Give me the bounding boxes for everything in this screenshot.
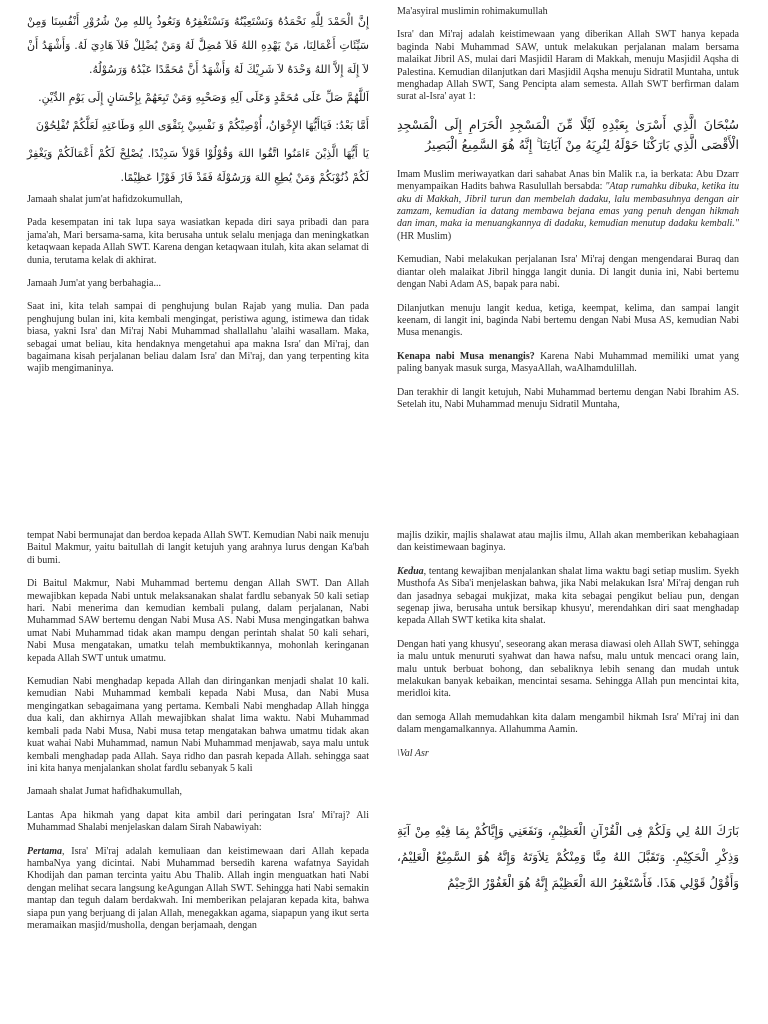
column-bottom-left xyxy=(27,530,369,1018)
paragraph: Ma'asyiral muslimin rohimakumullah xyxy=(397,6,548,17)
paragraph: Pada kesempatan ini tak lupa saya wasiatkan kepada diri saya pribadi dan para jama'ah, Mari bersama-sama, kita berusaha untuk selalu menjaga dan meningkatkan ketaqwaan kepada Allah SWT. Karena dengan ketaqwaan itulah, kita akan selamat di dunia, terutama kelak di akhirat. xyxy=(27,217,369,266)
arabic-ayat: يَا أَيُّهَا الَّذِيْنَ ءَامَنُوا اتَّقُوا اللهَ وَقُوْلُوْا قَوْلاً سَدِيْدًا. يُصْلِحْ لَكُمْ أَعْمَالَكُمْ وَيَغْفِرْ لَكُمْ ذُنُوْبَكُمْ وَمَنْ يُطِعِ اللهَ وَرَسُوْلَهُ فَقَدْ فَازَ فَوْزًا عَظِيْمًا. xyxy=(27,147,369,184)
paragraph: Jamaah Jum'at yang berbahagia... xyxy=(27,278,161,290)
paragraph: Dan terakhir di langit ketujuh, Nabi Muhammad bertemu dengan Nabi Ibrahim AS. Setelah itu, Nabi Muhammad menuju Sidratil Muntaha, xyxy=(397,386,739,410)
paragraph: Isra' dan Mi'raj adalah keistimewaan yang diberikan Allah SWT hanya kepada baginda Nabi Muhammad SAW, untuk melakukan perjalanan malam bersama malaikat Jibril AS, mulai dari Masjidil Haram di Makkah, menuju Masjidil Aqsha di Palestina. Kemudian dilanjutkan dari Masjidil Aqsha menuju Sidratil Muntaha, untuk menghadap Allah SWT, Sang Pencipta alam semesta. Allah SWT berfirman dalam surat al-Isra' ayat 1: xyxy=(397,29,739,103)
arabic-opening: إِنَّ الْحَمْدَ لِلَّهِ نَحْمَدُهُ وَنَسْتَعِيْنُهُ وَنَسْتَغْفِرُهُ وَنَعُوذُ بِاللهِ مِنْ شُرُوْرِ أَنْفُسِنَا وَمِنْ سَيِّئَاتِ أَعْمَالِنَا، مَنْ يَهْدِهِ اللهُ فَلاَ مُضِلَّ لَهُ وَمَنْ يُضْلِلْ فَلاَ هَادِيَ لَهُ. وَأَشْهَدُ أَنْ لاَ إِلَهَ إِلاَّ اللهُ وَحْدَهُ لاَ شَرِيْكَ لَهُ وَأَشْهَدُ أَنَّ مُحَمَّدًا عَبْدُهُ وَرَسُوْلُهُ. xyxy=(27,15,369,76)
paragraph xyxy=(397,169,739,243)
paragraph xyxy=(397,351,739,376)
paragraph xyxy=(27,846,369,933)
point-lead: Pertama xyxy=(27,845,62,857)
paragraph: dan semoga Allah memudahkan kita dalam mengambil hikmah Isra' Mi'raj ini dan dalam mengamalkannya. Allahumma Aamin. xyxy=(397,711,739,736)
paragraph xyxy=(397,566,739,628)
paragraph: Kemudian, Nabi melakukan perjalanan Isra' Mi'raj dengan mengendarai Buraq dan diantar oleh malaikat Jibril hingga langit dunia. Di langit dunia ini, Nabi bertemu dengan Nabi Adam AS, bapak para nabi. xyxy=(397,254,739,291)
question-heading: Kenapa nabi Musa menangis? xyxy=(397,350,535,362)
column-closing-prayer xyxy=(397,818,739,938)
paragraph: Jamaah shalat jum'at hafidzokumullah, xyxy=(27,194,183,205)
column-top-right xyxy=(397,6,739,486)
hadith-quote: "Atap rumahku dibuka, ketika itu aku di Makkah, Jibril turun dan membelah dadaku, lalu membasuhnya dengan air zamzam, kemudian ia datang membawa bejana emas yang penuh dengan hikmah dan iman, maka ia menuangkannya di dadaku, kemudian menutup dadaku kembali." xyxy=(397,181,739,230)
paragraph: Jamaah shalat Jumat hafidhakumullah, xyxy=(27,786,182,798)
answer-text: Karena Nabi Muhammad memiliki umat yang paling banyak masuk surga, MasyaAllah, waAlhamdulillah. xyxy=(397,350,739,375)
paragraph: Saat ini, kita telah sampai di penghujung bulan Rajab yang mulia. Dan pada penghujung bulan ini, kita kembali mengingat, peristiwa agung, istimewa dan tidak biasa, yakni Isra' dan Mi'raj Nabi Muhammad shallallahu 'alaihi wasallam. Maka, sebagai umat beliau, kita hendaknya mengetahui apa makna Isra' dan Mi'raj, dan bagaimana kisah perjalanan beliau dalam Isra' dan Mi'raj, dan yang terpenting kita wajib mengimaninya. xyxy=(27,301,369,375)
author-signature: \Val Asr xyxy=(397,747,429,759)
column-top-left xyxy=(27,10,369,490)
paragraph: Lantas Apa hikmah yang dapat kita ambil dari peringatan Isra' Mi'raj? Ali Muhammad Shalabi menjelaskan dalam Sirah Nabawiyah: xyxy=(27,809,369,834)
paragraph: Dilanjutkan menuju langit kedua, ketiga, keempat, kelima, dan sampai langit keenam, di langit ini, baginda Nabi bertemu dengan Nabi Musa AS, kemudian Nabi Musa menangis. xyxy=(397,302,739,339)
paragraph: Di Baitul Makmur, Nabi Muhammad bertemu dengan Allah SWT. Dan Allah mewajibkan kepada Nabi untuk melaksanakan shalat fardlu sebanyak 50 kali setiap hari. Nabi menerima dan kemudian kembali pulang, dalam perjalanan, Nabi Muhammad SAW bertemu dengan Nabi Musa AS. Nabi Musa mengingatkan bahwa umat Nabi Muhammad tidak akan mampu dengan perintah shalat 50 kali sehari, Nabi Musa mengatakan, umatku telah membuktikannya, mohonlah keringanan kepada Allah SWT untuk umatmu. xyxy=(27,578,369,664)
paragraph: tempat Nabi bermunajat dan berdoa kepada Allah SWT. Kemudian Nabi naik menuju Baitul Makmur, yaitu baitullah di langit ketujuh yang arahnya lurus dengan Ka'bah di bumi. xyxy=(27,530,369,566)
column-bottom-right xyxy=(397,530,739,830)
arabic-shalawat: اَللَّهُمَّ صَلِّ عَلَى مُحَمَّدٍ وَعَلَى آلِهِ وَصَحْبِهِ وَمَنْ تَبِعَهُمْ بِإِحْسَانٍ إِلَى يَوْمِ الدِّيْنِ. xyxy=(38,91,369,104)
point-text: , tentang kewajiban menjalankan shalat lima waktu bagi setiap muslim. Syekh Musthofa As Siba'i menjelaskan bahwa, jika Nabi melakukan Isra' Mi'raj dengan ruh dan jasadnya sebagai mukjizat, maka kita sebagai pengikut beliau pun, dengan segenap jiwa, berusaha untuk bersikap khusyu', merendahkan diri saat menghadap kepada Allah SWT ketika kita shalat. xyxy=(397,565,739,627)
point-lead: Kedua xyxy=(397,565,424,577)
paragraph: Dengan hati yang khusyu', seseorang akan merasa diawasi oleh Allah SWT, sehingga ia malu untuk menuruti syahwat dan hawa nafsu, malu untuk mencaci orang lain, malu untuk berbuat bohong, dan sebaliknya lebih senang dan mudah untuk melakukan banyak kebaikan, mencintai sesama. Sehingga Allah pun mencintai kita, meridloi kita. xyxy=(397,638,739,700)
point-text: , Isra' Mi'raj adalah kemuliaan dan keistimewaan dari Allah kepada hambaNya yang dicintai. Nabi Muhammad bersedih karena wafatnya Sayidah Khodijah dan paman tercinta yaitu Abu Thalib. Allah ingin menguatkan hati Nabi dengan melihat secara langsung keAgungan Allah SWT. Sehingga hati Nabi semakin mantap dan teguh dalam berdakwah. Ini memberikan pelajaran kepada kita, bahwa siapa pun yang berjuang di jalan Allah, menegakkan agama, siapapun yang ikut serta meramaikan masjid/musholla, dengan berjamaah, dengan xyxy=(27,845,369,931)
arabic-quran-verse: سُبْحَانَ الَّذِي أَسْرَىٰ بِعَبْدِهِ لَيْلًا مِّنَ الْمَسْجِدِ الْحَرَامِ إِلَى الْمَسْجِدِ الْأَقْصَى الَّذِي بَارَكْنَا حَوْلَهُ لِنُرِيَهُ مِنْ آيَاتِنَا ۚ إِنَّهُ هُوَ السَّمِيعُ الْبَصِيرُ xyxy=(397,116,739,152)
paragraph: Kemudian Nabi menghadap kepada Allah dan diringankan menjadi shalat 10 kali. kemudian Nabi Muhammad kembali kepada Nabi Musa, dan Nabi Musa mengingatkan sebagaimana yang pertama. Kembali Nabi menghadap Allah hingga dua kali, dan akhirnya Allah mewajibkan shalat lima waktu. Nabi Muhammad kembali pada Nabi Musa, Nabi musa tetap mengatakan bahwa umatmu tidak akan kuat wahai Nabi Muhammad, namun Nabi Muhammad menjawab, saya malu untuk kembali menghadap pada Allah. Saya ridho dan pasrah kepada Allah. sehingga saat ini kita hanya menjalankan sholat fardlu sebanyak 5 kali xyxy=(27,676,369,774)
paragraph: majlis dzikir, majlis shalawat atau majlis ilmu, Allah akan memberikan kebahagiaan dan keistimewaan baginya. xyxy=(397,530,739,554)
arabic-closing: بَارَكَ اللهُ لِي وَلَكُمْ فِى الْقُرْآنِ الْعَظِيْمِ، وَنَفَعَنِي وَإِيَّاكُمْ بِمَا فِيْهِ مِنْ آيَةِ وَذِكْرِ الْحَكِيْمِ. وَتَقَبَّلَ اللهُ مِنَّا وَمِنْكُمْ تِلاَوَتَهُ وَإِنَّهُ هُوَ السَّمِيْعُ الْعَلِيْمُ، وَأَقُوْلُ قَوْلِي هَذَا. فَأَسْتَغْفِرُ اللهَ الْعَظِيْمَ إِنَّهُ هُوَ الْغَفُوْرُ الرَّحِيْمُ xyxy=(397,824,739,890)
hadith-source: (HR Muslim) xyxy=(397,230,452,242)
arabic-wasiat: أَمَّا بَعْدُ: فَيَاأَيُّهَا الإِخْوَانُ، أُوْصِيْكُمْ وَ نَفْسِيْ بِتَقْوَى اللهِ وَطَاعَتِهِ لَعَلَّكُمْ تُفْلِحُوْنَ xyxy=(35,119,369,132)
hadith-intro: Imam Muslim meriwayatkan dari sahabat Anas bin Malik r.a, ia berkata: Abu Dzarr menyampaikan Hadits bahwa Rasulullah bersabda: xyxy=(397,168,739,193)
